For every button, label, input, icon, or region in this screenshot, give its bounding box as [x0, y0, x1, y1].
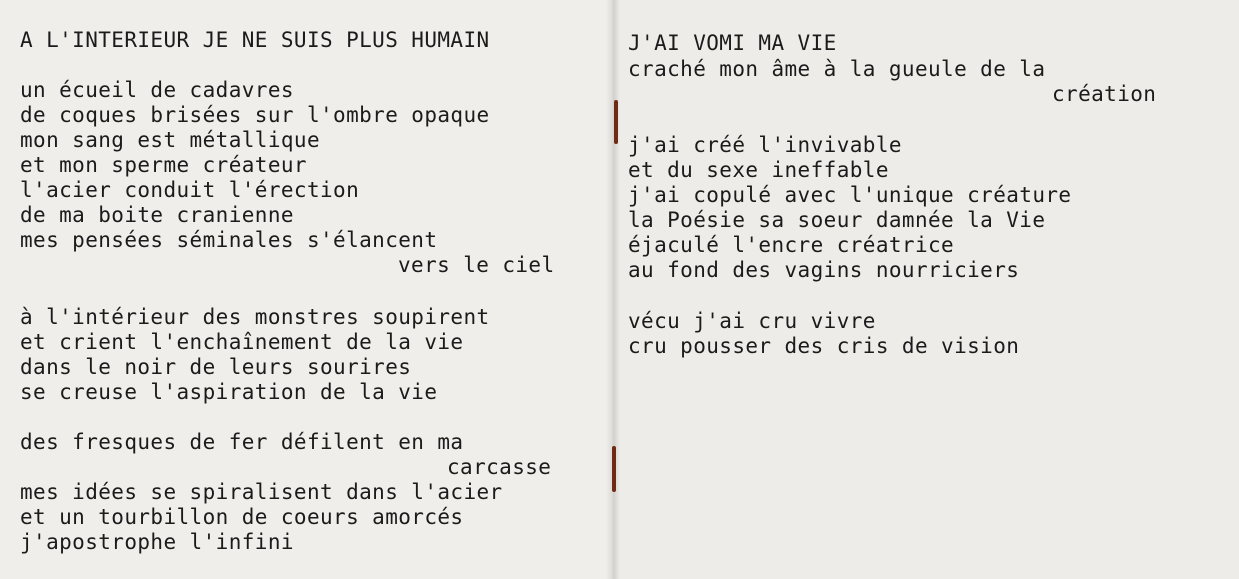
poem-line: au fond des vagins nourriciers	[628, 258, 1020, 282]
poem-line: de coques brisées sur l'ombre opaque	[20, 103, 490, 127]
poem-line: de ma boite cranienne	[20, 203, 294, 227]
book-gutter	[606, 0, 620, 579]
poem-line: dans le noir de leurs sourires	[20, 355, 412, 379]
poem-line: et crient l'enchaînement de la vie	[20, 330, 464, 354]
poem-line: un écueil de cadavres	[20, 78, 294, 102]
poem-line: éjaculé l'encre créatrice	[628, 233, 955, 257]
poem-line: et mon sperme créateur	[20, 153, 307, 177]
poem-line: mes pensées séminales s'élancent	[20, 228, 438, 252]
poem-line: des fresques de fer défilent en ma	[20, 430, 464, 454]
poem-line: carcasse	[447, 455, 552, 479]
poem-line: j'ai copulé avec l'unique créature	[628, 183, 1072, 207]
poem-line: cru pousser des cris de vision	[628, 334, 1020, 358]
poem-title: J'AI VOMI MA VIE	[628, 31, 837, 55]
poem-line: vers le ciel	[398, 253, 555, 277]
staple-top	[614, 100, 618, 144]
poem-line: l'acier conduit l'érection	[20, 178, 360, 202]
poem-line: craché mon âme à la gueule de la	[628, 57, 1046, 81]
staple-bottom	[612, 446, 616, 492]
poem-line: mes idées se spiralisent dans l'acier	[20, 480, 503, 504]
right-page	[612, 0, 1239, 579]
poem-line: vécu j'ai cru vivre	[628, 309, 876, 333]
poem-line: j'ai créé l'invivable	[628, 133, 902, 157]
poem-line: mon sang est métallique	[20, 128, 320, 152]
poem-line: et un tourbillon de coeurs amorcés	[20, 505, 464, 529]
poem-line: la Poésie sa soeur damnée la Vie	[628, 208, 1046, 232]
poem-line: et du sexe ineffable	[628, 158, 889, 182]
poem-line: j'apostrophe l'infini	[20, 530, 294, 554]
poem-line: à l'intérieur des monstres soupirent	[20, 305, 490, 329]
poem-line: création	[1052, 82, 1157, 106]
poem-line: se creuse l'aspiration de la vie	[20, 380, 438, 404]
left-page	[0, 0, 612, 579]
poem-title: A L'INTERIEUR JE NE SUIS PLUS HUMAIN	[20, 28, 490, 52]
